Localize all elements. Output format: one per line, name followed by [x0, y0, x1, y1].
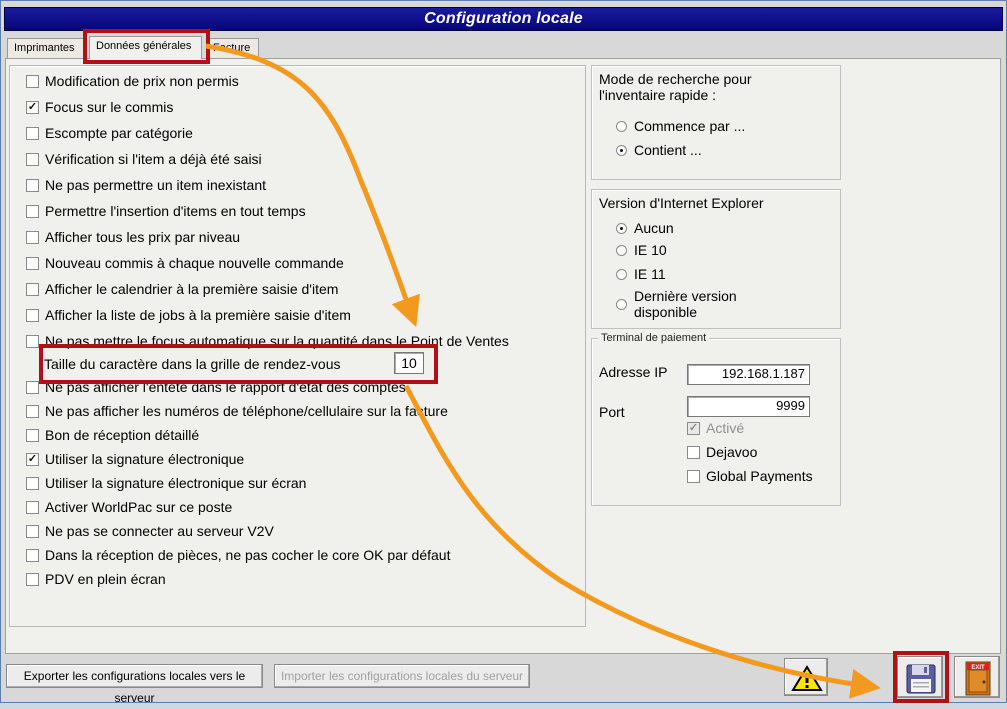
option-core-ok[interactable]	[26, 547, 450, 563]
checkbox-label: Global Payments	[706, 468, 813, 484]
radio-icon[interactable]	[616, 223, 627, 234]
checkbox-label: Activé	[706, 420, 745, 436]
terminal-title: Terminal de paiement	[598, 332, 709, 344]
checkbox-icon[interactable]	[26, 477, 39, 490]
checkbox-icon[interactable]	[26, 153, 39, 166]
option-label: Nouveau commis à chaque nouvelle commande	[45, 255, 344, 271]
exit-door-icon	[955, 657, 1001, 699]
exit-button[interactable]	[954, 656, 1000, 698]
radio-label: IE 11	[634, 266, 666, 282]
option-label: Utiliser la signature électronique sur écran	[45, 475, 307, 491]
option-label: Bon de réception détaillé	[45, 427, 200, 443]
checkbox-icon[interactable]	[26, 335, 39, 348]
tab-imprimantes[interactable]: Imprimantes	[7, 38, 85, 59]
radio-commence-par[interactable]	[616, 118, 745, 134]
checkbox-icon[interactable]	[26, 101, 39, 114]
checkbox-icon[interactable]	[26, 309, 39, 322]
option-numeros-telephone[interactable]	[26, 403, 448, 419]
port-label: Port	[599, 404, 625, 420]
radio-derniere-version[interactable]	[616, 296, 634, 312]
option-prix-par-niveau[interactable]	[26, 229, 240, 245]
active-checkbox[interactable]	[687, 420, 744, 436]
checkbox-icon[interactable]	[26, 231, 39, 244]
global-payments-checkbox[interactable]	[687, 468, 813, 484]
tab-facture[interactable]: Facture	[206, 38, 259, 59]
radio-icon[interactable]	[616, 269, 627, 280]
option-label: Escompte par catégorie	[45, 125, 193, 141]
option-label: Ne pas afficher l'entête dans le rapport d'état des comptes	[45, 379, 406, 395]
checkbox-icon[interactable]	[26, 179, 39, 192]
radio-aucun[interactable]	[616, 220, 674, 236]
checkbox-icon[interactable]	[26, 405, 39, 418]
search-mode-title: Mode de recherche pour	[599, 71, 752, 87]
radio-icon[interactable]	[616, 299, 627, 310]
option-item-inexistant[interactable]	[26, 177, 266, 193]
option-nouveau-commis[interactable]	[26, 255, 344, 271]
radio-label: Commence par ...	[634, 118, 746, 134]
radio-icon[interactable]	[616, 245, 627, 256]
tab-donnees-generales[interactable]: Données générales	[89, 36, 202, 59]
option-signature-electronique[interactable]	[26, 451, 244, 467]
option-focus-commis[interactable]	[26, 99, 173, 115]
ip-input[interactable]: 192.168.1.187	[687, 364, 810, 385]
option-label: Permettre l'insertion d'items en tout temps	[45, 203, 306, 219]
option-serveur-v2v[interactable]	[26, 523, 274, 539]
option-label: PDV en plein écran	[45, 571, 166, 587]
option-insertion-items[interactable]	[26, 203, 306, 219]
ip-label: Adresse IP	[599, 364, 668, 380]
option-bon-reception[interactable]	[26, 427, 199, 443]
option-label: Focus sur le commis	[45, 99, 174, 115]
option-afficher-calendrier[interactable]	[26, 281, 338, 297]
checkbox-icon[interactable]	[26, 501, 39, 514]
option-label: Dans la réception de pièces, ne pas cocher le core OK par défaut	[45, 547, 451, 563]
title-bar	[4, 7, 1003, 31]
radio-ie11[interactable]	[616, 266, 666, 282]
option-liste-jobs[interactable]	[26, 307, 351, 323]
port-input[interactable]: 9999	[687, 396, 810, 417]
checkbox-icon[interactable]	[687, 422, 700, 435]
checkbox-icon[interactable]	[26, 525, 39, 538]
highlight-save	[893, 651, 949, 703]
checkbox-icon[interactable]	[26, 573, 39, 586]
option-label: Ne pas permettre un item inexistant	[45, 177, 266, 193]
option-label: Afficher tous les prix par niveau	[45, 229, 241, 245]
option-label: Vérification si l'item a déjà été saisi	[45, 151, 262, 167]
radio-icon[interactable]	[616, 145, 627, 156]
option-label: Afficher la liste de jobs à la première saisie d'item	[45, 307, 351, 323]
option-escompte-categorie[interactable]	[26, 125, 193, 141]
option-label: Activer WorldPac sur ce poste	[45, 499, 233, 515]
warning-button[interactable]	[784, 658, 828, 696]
font-size-input[interactable]: 10	[394, 352, 424, 374]
checkbox-icon[interactable]	[26, 283, 39, 296]
option-label: Ne pas afficher les numéros de téléphone/cellulaire sur la facture	[45, 403, 448, 419]
radio-contient[interactable]	[616, 142, 702, 158]
radio-label: IE 10	[634, 242, 667, 258]
checkbox-icon[interactable]	[26, 429, 39, 442]
option-worldpac[interactable]	[26, 499, 232, 515]
radio-label: Aucun	[634, 220, 674, 236]
checkbox-icon[interactable]	[26, 549, 39, 562]
checkbox-icon[interactable]	[26, 453, 39, 466]
option-signature-ecran[interactable]	[26, 475, 306, 491]
export-button[interactable]: Exporter les configurations locales vers le serveur	[6, 664, 263, 688]
option-label: Ne pas mettre le focus automatique sur la quantité dans le Point de Ventes	[45, 333, 509, 349]
import-button[interactable]: Importer les configurations locales du serveur	[274, 664, 530, 688]
radio-label: disponible	[634, 304, 698, 320]
option-label: Utiliser la signature électronique	[45, 451, 245, 467]
font-size-label: Taille du caractère dans la grille de rendez-vous	[44, 356, 341, 372]
checkbox-icon[interactable]	[26, 75, 39, 88]
exit-sign-text: EXIT	[971, 665, 985, 671]
option-modification-prix[interactable]	[26, 73, 239, 89]
checkbox-icon[interactable]	[26, 257, 39, 270]
option-label: Ne pas se connecter au serveur V2V	[45, 523, 274, 539]
radio-label: Contient ...	[634, 142, 702, 158]
checkbox-icon[interactable]	[26, 127, 39, 140]
checkbox-icon[interactable]	[26, 381, 39, 394]
highlight-font-size	[39, 344, 438, 384]
checkbox-label: Dejavoo	[706, 444, 758, 460]
radio-icon[interactable]	[616, 121, 627, 132]
dejavoo-checkbox[interactable]	[687, 444, 757, 460]
option-pdv-plein-ecran[interactable]	[26, 571, 166, 587]
radio-label: Dernière version	[634, 288, 737, 304]
warning-icon	[785, 659, 829, 697]
checkbox-icon[interactable]	[687, 470, 700, 483]
ie-version-title: Version d'Internet Explorer	[599, 195, 764, 211]
window-title: Configuration locale	[424, 10, 583, 27]
checkbox-icon[interactable]	[26, 205, 39, 218]
option-label: Afficher le calendrier à la première saisie d'item	[45, 281, 339, 297]
option-verification-item[interactable]	[26, 151, 262, 167]
radio-ie10[interactable]	[616, 242, 667, 258]
checkbox-icon[interactable]	[687, 446, 700, 459]
search-mode-title-2: l'inventaire rapide :	[599, 87, 717, 103]
option-label: Modification de prix non permis	[45, 73, 239, 89]
